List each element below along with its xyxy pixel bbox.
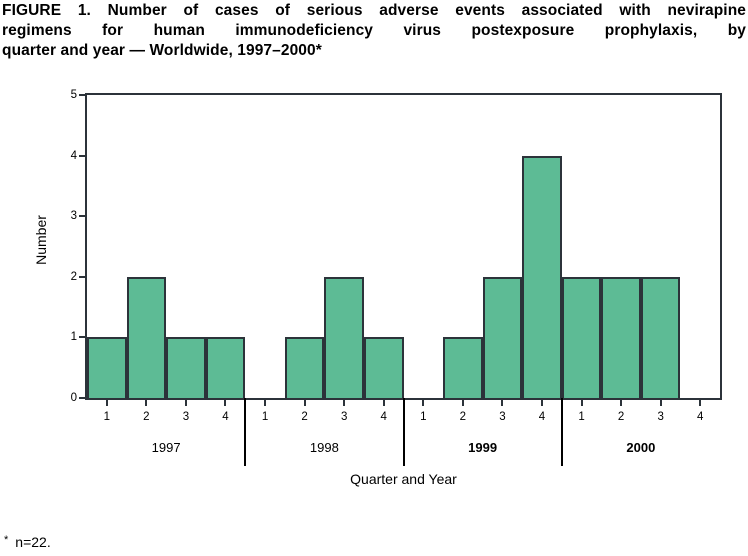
year-label-1999: 1999 [468,440,498,455]
bar-1997-q3 [166,337,206,398]
x-tick-1997-q2 [145,400,147,406]
footnote [4,534,51,550]
plot-area [85,93,722,400]
year-separator-line-1 [244,398,246,466]
quarter-label-2000-q4: 4 [697,411,704,423]
y-tick-label-0: 0 [70,392,77,404]
y-tick-label-2: 2 [70,270,77,283]
x-axis-title: Quarter and Year [350,471,457,487]
quarter-label-1999-q3: 3 [499,411,506,423]
x-tick-1997-q1 [106,400,108,406]
x-tick-2000-q2 [620,400,622,406]
quarter-label-1997-q4: 4 [222,411,229,423]
x-tick-2000-q4 [699,400,701,406]
year-separator-line-3 [561,398,563,466]
y-tick-label-4: 4 [70,149,77,162]
figure-title-line-3: quarter and year — Worldwide, 1997–2000* [2,42,322,59]
bar-2000-q1 [562,277,602,398]
x-tick-1998-q2 [304,400,306,406]
y-tick-label-3: 3 [70,210,77,223]
quarter-label-1997-q1: 1 [103,411,110,423]
quarter-label-1998-q1: 1 [261,411,269,423]
quarter-label-1997-q2: 2 [143,411,150,423]
x-tick-1997-q3 [185,400,187,406]
bar-1999-q3 [483,277,523,398]
bar-2000-q3 [641,277,681,398]
x-tick-2000-q1 [581,400,583,406]
bar-1998-q2 [285,337,325,398]
bar-1999-q4 [522,156,562,398]
year-label-1998: 1998 [309,440,339,455]
bar-1998-q3 [324,277,364,398]
year-label-2000: 2000 [626,440,656,455]
bar-2000-q2 [601,277,641,398]
bar-1997-q1 [87,337,127,398]
y-axis-title: Number [33,215,49,265]
quarter-label-1998-q2: 2 [301,411,308,423]
x-tick-1999-q2 [462,400,464,406]
x-tick-1998-q4 [383,400,385,406]
figure-title [2,1,746,61]
x-tick-1999-q4 [541,400,543,406]
quarter-label-2000-q2: 2 [617,411,625,423]
footnote-text: n=22. [15,534,51,550]
quarter-label-2000-q1: 1 [578,411,585,423]
year-separator-line-2 [403,398,405,466]
y-tick-0 [79,397,85,399]
y-tick-label-5: 5 [70,89,77,101]
footnote-marker: * [4,534,9,546]
figure-title-line-1: FIGURE 1. Number of cases of serious adverse events associated with nevirapine [2,2,746,19]
x-tick-1999-q3 [501,400,503,406]
quarter-label-1998-q4: 4 [380,411,387,423]
bar-1997-q4 [206,337,246,398]
x-tick-2000-q3 [660,400,662,406]
y-tick-4 [79,155,85,157]
x-tick-1998-q1 [264,400,266,406]
quarter-label-1998-q3: 3 [340,411,348,423]
quarter-label-1999-q4: 4 [538,411,546,423]
quarter-label-1999-q1: 1 [420,411,427,423]
x-tick-1999-q1 [422,400,424,406]
quarter-label-1997-q3: 3 [182,411,190,423]
x-tick-1998-q3 [343,400,345,406]
y-tick-1 [79,336,85,338]
x-tick-1997-q4 [224,400,226,406]
bar-1997-q2 [127,277,167,398]
figure-title-line-2: regimens for human immunodeficiency virus postexposure prophylaxis, by [2,22,746,39]
bar-1998-q4 [364,337,404,398]
y-tick-2 [79,276,85,278]
bar-1999-q2 [443,337,483,398]
quarter-label-1999-q2: 2 [459,411,467,423]
y-tick-label-1: 1 [70,331,77,344]
quarter-label-2000-q3: 3 [657,411,664,423]
y-tick-5 [79,94,85,96]
y-tick-3 [79,215,85,217]
year-label-1997: 1997 [151,440,181,455]
